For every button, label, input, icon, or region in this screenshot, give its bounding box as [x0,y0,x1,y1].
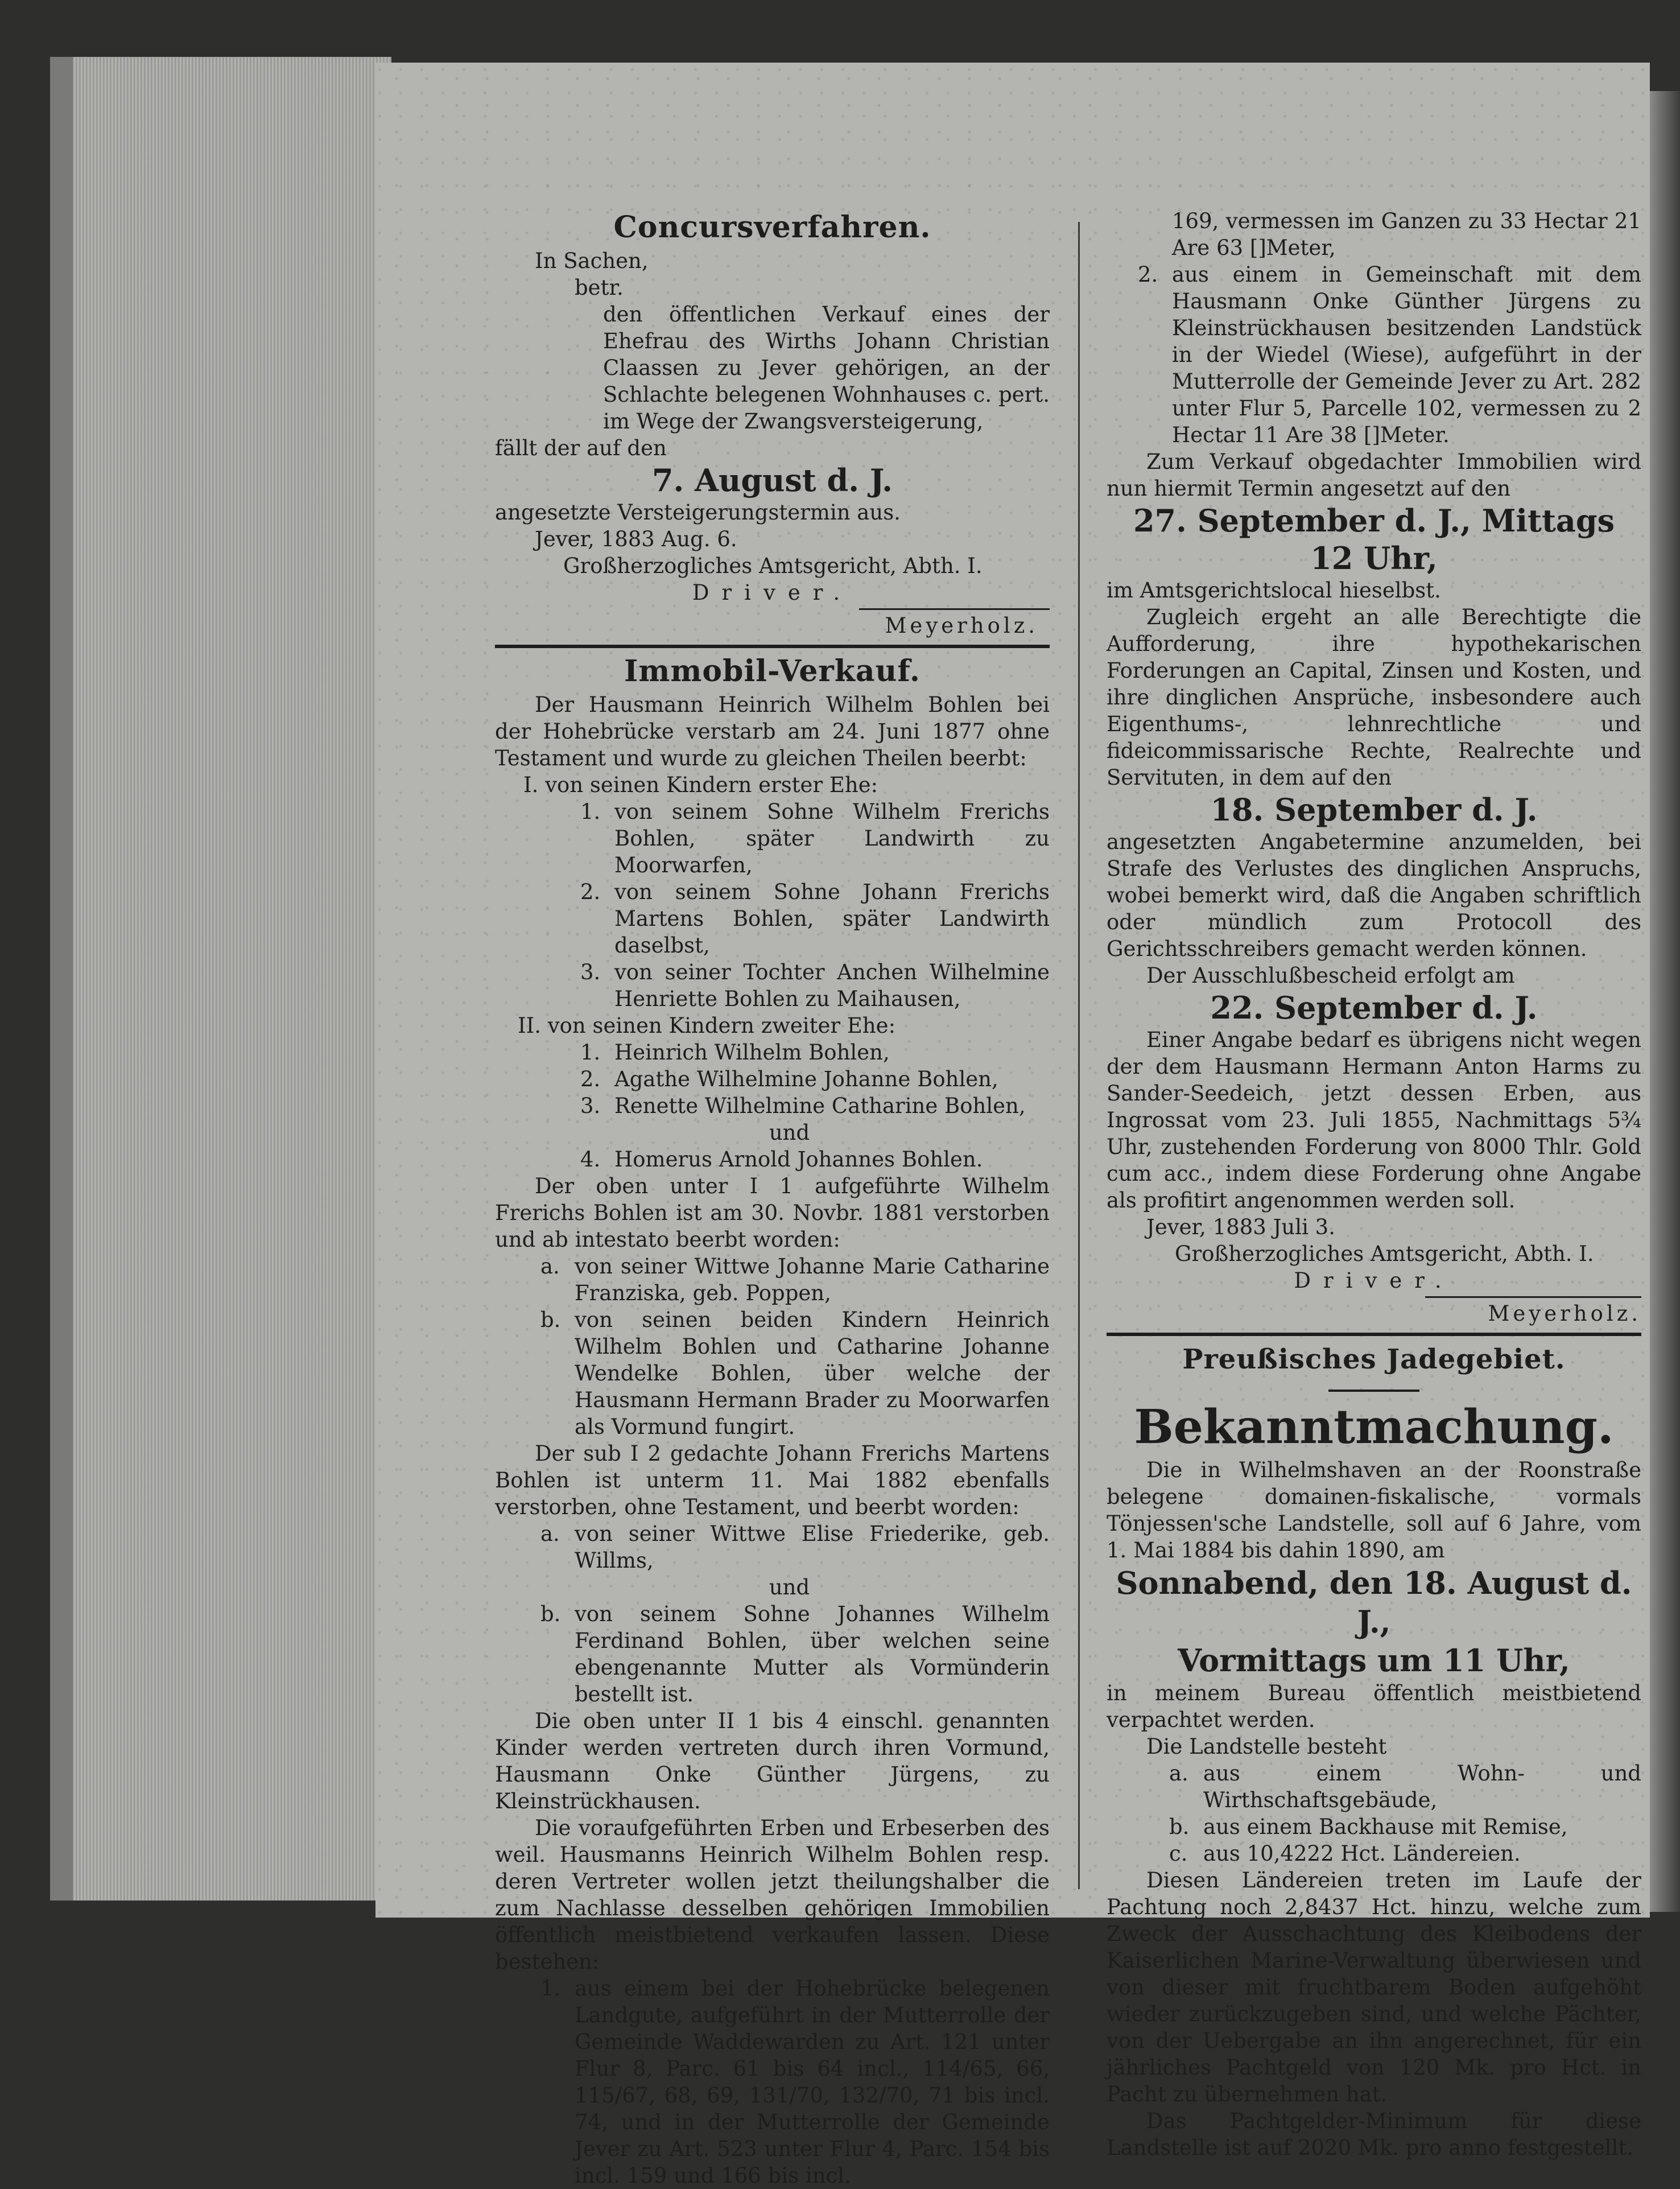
jade-notice [1107,1339,1641,2161]
list-item: 3. Renette Wilhelmine Catharine Bohlen, [580,1094,1026,1118]
concurs-signature-2: Meyerholz. [885,613,1038,638]
list-item: 3. von seiner Tochter Anchen Wilhelmine Henriette Bohlen zu Maihausen, [580,960,1050,1011]
sale-court: Großherzogliches Amtsgericht, Abth. I. [1175,1242,1594,1266]
concurs-title: Concursverfahren. [613,210,931,245]
concurs-line2: betr. [575,275,624,300]
immobil-para2: Der oben unter I 1 aufgeführte Wilhelm Frerichs Bohlen ist am 30. Novbr. 1881 verstorben und ab intestato beerbt worden: [495,1174,1050,1252]
sale-date-1: 27. September d. J., Mittags 12 Uhr, [1133,502,1615,576]
list-item: 4. Homerus Arnold Johannes Bohlen. [580,1147,983,1172]
list-item: b. aus einem Backhause mit Remise, [1169,1815,1568,1839]
section-rule [1107,1333,1641,1336]
immobil-intro: Der Hausmann Heinrich Wilhelm Bohlen bei der Hohebrücke verstarb am 24. Juni 1877 ohne Testament und wurde zu gleichen Theilen beerbt: [495,692,1050,770]
sale-date-2: 18. September d. J. [1210,791,1538,828]
immobil-para4: Die oben unter II 1 bis 4 einschl. genannten Kinder werden vertreten durch ihren Vormund, Hausmann Onke Günther Jürgens, zu Kleinstrückhausen. [495,1709,1050,1813]
jade-time: Vormittags um 11 Uhr, [1178,1642,1570,1679]
list-item: 1. Heinrich Wilhelm Bohlen, [580,1040,890,1065]
left-column [495,208,1050,2189]
concurs-line1: In Sachen, [535,249,649,273]
list-item: 1. von seinem Sohne Wilhelm Frerichs Bohlen, später Landwirth zu Moorwarfen, [580,799,1050,877]
jade-para2: in meinem Bureau öffentlich meistbietend verpachtet werden. [1107,1681,1641,1732]
property-continuation: 169, vermessen im Ganzen zu 33 Hectar 21 Are 63 []Meter, [1172,209,1641,260]
concurs-place: Jever, 1883 Aug. 6. [535,527,737,551]
concurs-falls: fällt der auf den [495,436,667,460]
column-divider [1078,222,1080,1889]
immobil-title: Immobil-Verkauf. [624,654,921,689]
sale-place: Jever, 1883 Juli 3. [1146,1215,1335,1239]
concurs-date: 7. August d. J. [651,462,893,498]
immobil-para3: Der sub I 2 gedachte Johann Frerichs Martens Bohlen ist unterm 11. Mai 1882 ebenfalls verstorben, ohne Testament, und beerbt worden: [495,1441,1050,1519]
list-item: 2. aus einem in Gemeinschaft mit dem Hausmann Onke Günther Jürgens zu Kleinstrückhausen besitzenden Landstück in der Wiedel (Wiese), aufgeführt in der Mutterrolle der Gemeinde Jever zu Art. 282 unter Flur 5, Parcelle 102, vermessen zu 2 Hectar 11 Are 38 []Meter. [1138,262,1641,447]
concurs-body: den öffentlichen Verkauf eines der Ehefrau des Wirths Johann Christian Claassen zu Jever gehörigen, an der Schlachte belegenen Wohnhauses c. pert. im Wege der Zwangsversteigerung, [603,302,1050,434]
list-item: 2. von seinem Sohne Johann Frerichs Martens Bohlen, später Landwirth daselbst, [580,880,1050,958]
list-item: c. aus 10,4222 Hct. Ländereien. [1169,1841,1521,1866]
jade-title: Preußisches Jadegebiet. [1182,1343,1566,1375]
short-rule [1328,1390,1419,1392]
sale-para1b: im Amtsgerichtslocal hieselbst. [1107,578,1441,603]
section-rule [495,645,1050,648]
list-item: b. von seinen beiden Kindern Heinrich Wilhelm Bohlen und Catharine Johanne Wendelke Bohlen, über welche der Hausmann Hermann Brader zu Moorwarfen als Vormund fungirt. [540,1308,1050,1439]
sale-date-3: 22. September d. J. [1210,990,1538,1026]
concurs-after: angesetzte Versteigerungstermin aus. [495,500,901,525]
book-page-edges [50,57,391,1901]
immobil-para5: Die voraufgeführten Erben und Erbeserben des weil. Hausmanns Heinrich Wilhelm Bohlen resp. deren Vertreter wollen jetzt theilungshalber die zum Nachlasse desselben gehörigen Immobilien öffentlich meistbietend verkaufen lassen. Diese bestehen: [495,1816,1050,1974]
list-item: a. von seiner Wittwe Johanne Marie Catharine Franziska, geb. Poppen, [540,1254,1050,1305]
sale-signature-2: Meyerholz. [1488,1301,1641,1326]
immobil-group2: II. von seinen Kindern zweiter Ehe: [518,1013,896,1038]
sale-para5: Einer Angabe bedarf es übrigens nicht wegen der dem Hausmann Hermann Anton Harms zu Sander-Seedeich, jetzt dessen Erben, aus Ingrossat vom 23. Juli 1855, Nachmittags 5¾ Uhr, zustehenden Forderung von 8000 Thlr. Gold cum acc., indem diese Forderung ohne Angabe als profitirt angenommen werden soll. [1107,1028,1641,1213]
right-column [1107,208,1641,2161]
sale-para3: angesetzten Angabetermine anzumelden, bei Strafe des Verlustes des dinglichen Anspruchs, wobei bemerkt wird, daß die Angaben schriftlich oder mündlich zum Protocoll des Gerichtsschreibers gemacht werden können. [1107,830,1641,961]
sale-para4: Der Ausschlußbescheid erfolgt am [1146,963,1515,988]
immobil-notice [495,652,1050,2189]
list-item: 2. Agathe Wilhelmine Johanne Bohlen, [580,1067,998,1091]
list-item: a. von seiner Wittwe Elise Friederike, geb. Willms, [540,1522,1050,1573]
list-item: 1. aus einem bei der Hohebrücke belegenen Landgute, aufgeführt in der Mutterrolle der Gemeinde Waddewarden zu Art. 121 unter Flur 8, Parc. 61 bis 64 incl., 114/65, 66, 115/67, 68, 69, 131/70, 132/70, 71 bis incl. 74, und in der Mutterrolle der Gemeinde Jever zu Art. 523 unter Flur 4, Parc. 154 bis incl. 159 und 166 bis incl. [540,1976,1050,2188]
und-connector: und [769,1575,810,1600]
signature-rule [1425,1296,1641,1298]
jade-para1: Die in Wilhelmshaven an der Roonstraße belegene domainen-fiskalische, vormals Tönjessen'sche Landstelle, soll auf 6 Jahre, vom 1. Mai 1884 bis dahin 1890, am [1107,1458,1641,1563]
jade-para5: Das Pachtgelder-Minimum für diese Landstelle ist auf 2020 Mk. pro anno festgestellt. [1107,2109,1641,2160]
signature-rule [859,608,1050,610]
immobil-group1: I. von seinen Kindern erster Ehe: [523,773,878,797]
sale-para2: Zugleich ergeht an alle Berechtigte die Aufforderung, ihre hypothekarischen Forderungen an Capital, Zinsen und Kosten, und ihre dinglichen Ansprüche, insbesondere auch Eigenthums-, lehnrechtliche und fideicommissarische Rechte, Realrechte und Servituten, in dem auf den [1107,605,1641,790]
list-item: b. von seinem Sohne Johannes Wilhelm Ferdinand Bohlen, über welchen seine ebengenannte Mutter als Vormünderin bestellt ist. [540,1602,1050,1706]
concurs-notice [495,208,1050,648]
jade-bekanntmachung: Bekanntmachung. [1134,1400,1614,1454]
jade-para3: Die Landstelle besteht [1146,1734,1387,1759]
sale-signature-1: Driver. [1294,1268,1454,1293]
concurs-signature-1: Driver. [692,580,853,605]
sale-para1: Zum Verkauf obgedachter Immobilien wird nun hiermit Termin angesetzt auf den [1107,450,1641,501]
und-connector: und [769,1120,810,1145]
page-gutter-shadow [1650,91,1680,1912]
concurs-court: Großherzogliches Amtsgericht, Abth. I. [563,554,983,578]
list-item: a. aus einem Wohn- und Wirthschaftsgebäude, [1169,1761,1641,1812]
jade-para4: Diesen Ländereien treten im Laufe der Pachtung noch 2,8437 Hct. hinzu, welche zum Zweck der Ausschachtung des Kleibodens der Kaiserlichen Marine-Verwaltung überwiesen und von dieser mit fruchtbarem Boden aufgehöht wieder zurückzugeben sind, und welche Pächter, von der Uebergabe an ihn angerechnet, für ein jährliches Pachtgeld von 120 Mk. pro Hct. in Pacht zu übernehmen hat. [1107,1868,1641,2106]
jade-date: Sonnabend, den 18. August d. J., [1116,1565,1632,1640]
